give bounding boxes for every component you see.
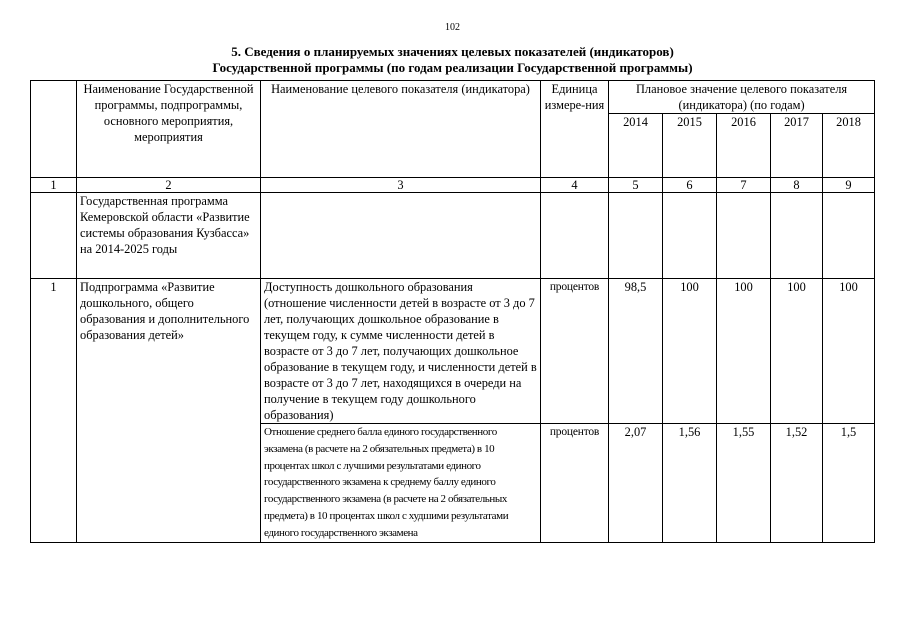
header-num (31, 81, 77, 178)
value-cell: 100 (771, 279, 823, 424)
value-cell: 98,5 (609, 279, 663, 424)
value-cell: 1,56 (663, 424, 717, 543)
title-line-2: Государственной программы (по годам реализации Государственной программы) (212, 60, 693, 75)
column-number: 2 (77, 178, 261, 193)
value-cell: 1,55 (717, 424, 771, 543)
value-cell: 2,07 (609, 424, 663, 543)
value-cell (823, 193, 875, 279)
row-number: 1 (31, 279, 77, 543)
value-cell: 100 (717, 279, 771, 424)
column-number: 4 (541, 178, 609, 193)
column-numbers-row (31, 178, 875, 193)
header-year: 2014 (609, 114, 663, 178)
program-cell: Подпрограмма «Развитие дошкольного, общего образования и дополнительного образования детей» (77, 279, 261, 543)
table-row (31, 279, 875, 424)
unit-cell: процентов (541, 279, 609, 424)
column-number: 5 (609, 178, 663, 193)
row-number (31, 193, 77, 279)
header-indicator: Наименование целевого показателя (индикатора) (261, 81, 541, 178)
value-cell (609, 193, 663, 279)
value-cell: 1,5 (823, 424, 875, 543)
section-title (0, 44, 905, 76)
header-year: 2017 (771, 114, 823, 178)
value-cell: 1,52 (771, 424, 823, 543)
header-year: 2016 (717, 114, 771, 178)
indicator-cell (261, 193, 541, 279)
program-cell: Государственная программа Кемеровской области «Развитие системы образования Кузбасса» на 2014-2025 годы (77, 193, 261, 279)
header-planned: Плановое значение целевого показателя (индикатора) (по годам) (609, 81, 875, 114)
value-cell: 100 (663, 279, 717, 424)
page-number: 102 (445, 22, 460, 33)
header-year: 2018 (823, 114, 875, 178)
header-program: Наименование Государственной программы, подпрограммы, основного мероприятия, мероприятия (77, 81, 261, 178)
indicator-cell: Доступность дошкольного образования (отношение численности детей в возрасте от 3 до 7 лет, получающих дошкольное образование в текущем году, к сумме численности детей в возрасте от 3 до 7 лет, получающих дошкольное образование в текущем году, и численности детей в возрасте от 3 до 7 лет, находящихся в очереди на получение в текущем году дошкольного образования) (261, 279, 541, 424)
column-number: 3 (261, 178, 541, 193)
header-row (31, 81, 875, 114)
column-number: 6 (663, 178, 717, 193)
header-year: 2015 (663, 114, 717, 178)
value-cell (663, 193, 717, 279)
unit-cell: процентов (541, 424, 609, 543)
header-unit: Единица измере-ния (541, 81, 609, 178)
indicators-table (30, 80, 875, 543)
column-number: 7 (717, 178, 771, 193)
unit-cell (541, 193, 609, 279)
value-cell: 100 (823, 279, 875, 424)
value-cell (771, 193, 823, 279)
value-cell (717, 193, 771, 279)
title-line-1: 5. Сведения о планируемых значениях целевых показателей (индикаторов) (231, 44, 674, 59)
column-number: 8 (771, 178, 823, 193)
table-row (31, 193, 875, 279)
indicator-cell: Отношение среднего балла единого государственного экзамена (в расчете на 2 обязательных предмета) в 10 процентах школ с лучшими результатами единого государственного экзамена к среднему баллу единого государственного экзамена (в расчете на 2 обязательных предмета) в 10 процентах школ с худшими результатами единого государственного экзамена (261, 424, 541, 543)
column-number: 1 (31, 178, 77, 193)
column-number: 9 (823, 178, 875, 193)
